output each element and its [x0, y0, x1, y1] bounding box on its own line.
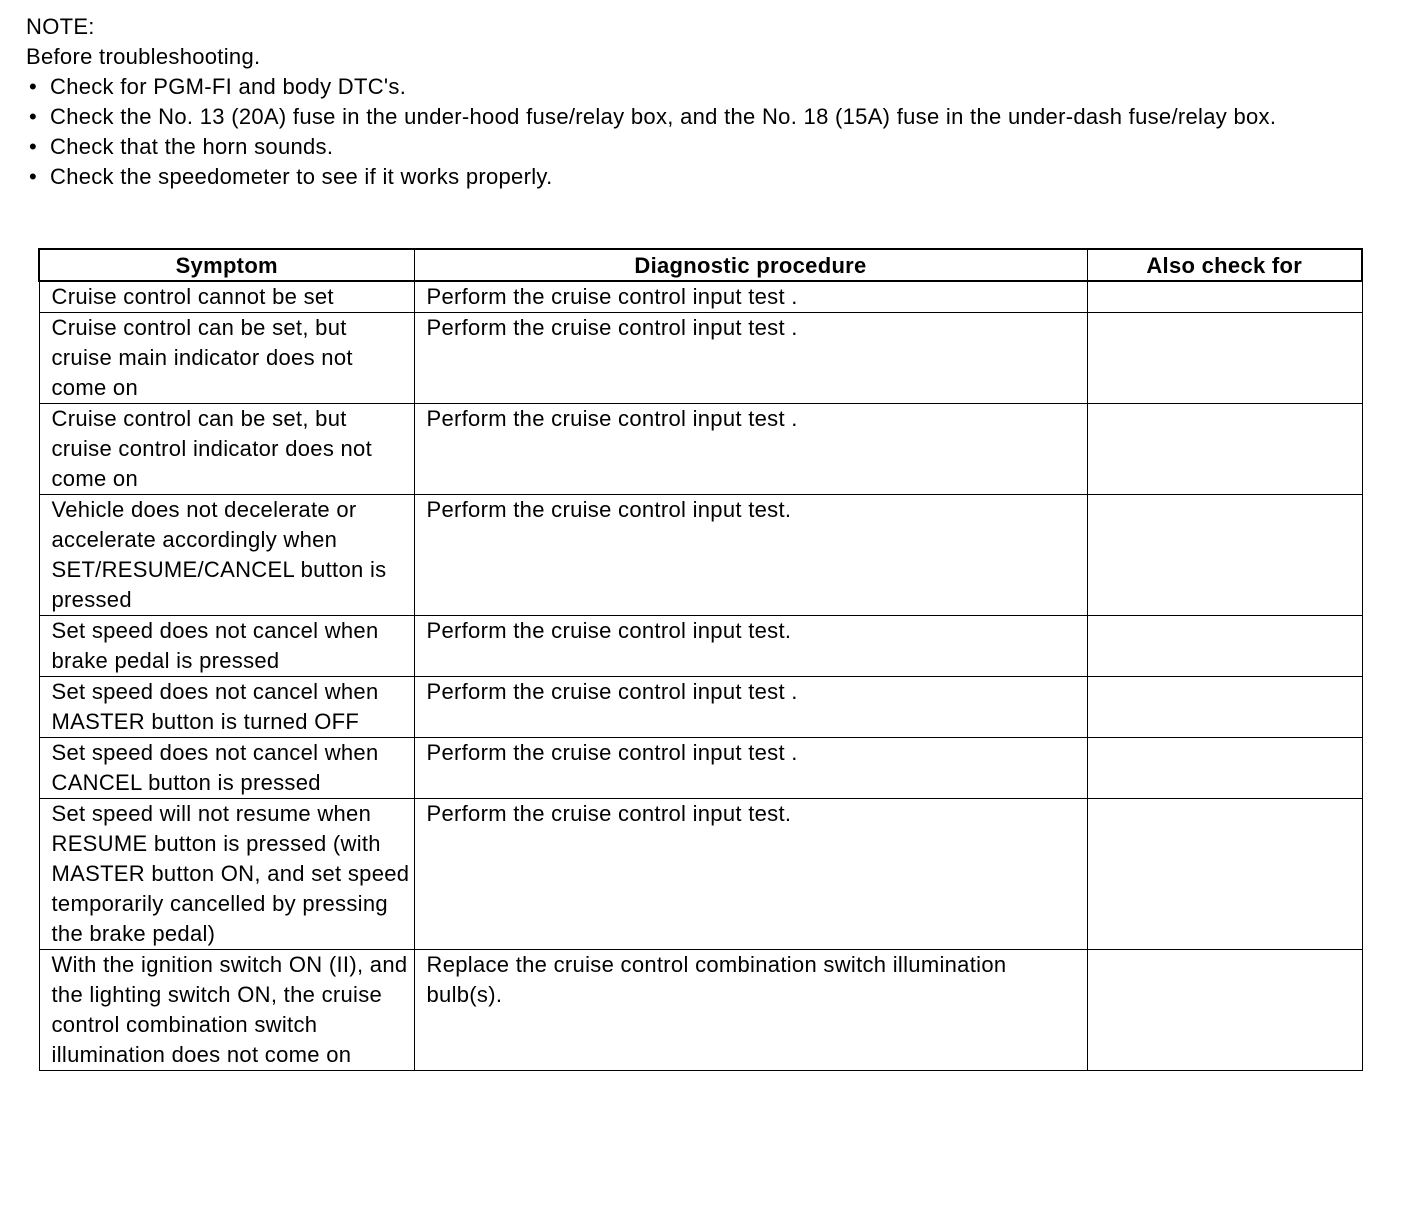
note-bullet-list [26, 72, 1395, 192]
procedure-cell: Perform the cruise control input test. [414, 495, 1087, 616]
table-row [39, 738, 1362, 799]
table-row [39, 616, 1362, 677]
table-row [39, 313, 1362, 404]
also-check-cell [1087, 950, 1362, 1071]
procedure-cell: Perform the cruise control input test . [414, 677, 1087, 738]
also-check-cell [1087, 677, 1362, 738]
note-section [26, 12, 1395, 192]
symptom-cell: Set speed does not cancel when MASTER button is turned OFF [39, 677, 414, 738]
table-row [39, 799, 1362, 950]
also-check-cell [1087, 799, 1362, 950]
symptom-cell: Cruise control can be set, but cruise main indicator does not come on [39, 313, 414, 404]
note-bullet: • Check for PGM-FI and body DTC's. [26, 72, 1395, 102]
also-check-cell [1087, 495, 1362, 616]
table-row [39, 404, 1362, 495]
also-check-cell [1087, 281, 1362, 313]
note-bullet: • Check that the horn sounds. [26, 132, 1395, 162]
header-also-check-for: Also check for [1087, 249, 1362, 281]
note-intro: Before troubleshooting. [26, 44, 261, 69]
header-diagnostic-procedure: Diagnostic procedure [414, 249, 1087, 281]
table-row [39, 950, 1362, 1071]
table-row [39, 281, 1362, 313]
symptom-cell: Set speed does not cancel when CANCEL button is pressed [39, 738, 414, 799]
procedure-cell: Perform the cruise control input test . [414, 404, 1087, 495]
symptom-cell: Set speed does not cancel when brake pedal is pressed [39, 616, 414, 677]
also-check-cell [1087, 313, 1362, 404]
procedure-cell: Perform the cruise control input test . [414, 738, 1087, 799]
also-check-cell [1087, 404, 1362, 495]
note-heading: NOTE: [26, 14, 95, 39]
procedure-cell: Perform the cruise control input test. [414, 616, 1087, 677]
procedure-cell: Replace the cruise control combination switch illumination bulb(s). [414, 950, 1087, 1071]
symptom-cell: Vehicle does not decelerate or accelerate accordingly when SET/RESUME/CANCEL button is pressed [39, 495, 414, 616]
procedure-cell: Perform the cruise control input test. [414, 799, 1087, 950]
note-bullet: • Check the speedometer to see if it works properly. [26, 162, 1395, 192]
header-symptom: Symptom [39, 249, 414, 281]
note-bullet: • Check the No. 13 (20A) fuse in the under-hood fuse/relay box, and the No. 18 (15A) fuse in the under-dash fuse/relay box. [26, 102, 1395, 132]
symptom-cell: Cruise control can be set, but cruise control indicator does not come on [39, 404, 414, 495]
also-check-cell [1087, 616, 1362, 677]
also-check-cell [1087, 738, 1362, 799]
procedure-cell: Perform the cruise control input test . [414, 281, 1087, 313]
symptom-cell: With the ignition switch ON (II), and the lighting switch ON, the cruise control combination switch illumination does not come on [39, 950, 414, 1071]
troubleshooting-table [38, 248, 1363, 1071]
table-row [39, 495, 1362, 616]
symptom-cell: Set speed will not resume when RESUME button is pressed (with MASTER button ON, and set speed temporarily cancelled by pressing the brake pedal) [39, 799, 414, 950]
table-header-row [39, 249, 1362, 281]
procedure-cell: Perform the cruise control input test . [414, 313, 1087, 404]
table-row [39, 677, 1362, 738]
symptom-cell: Cruise control cannot be set [39, 281, 414, 313]
